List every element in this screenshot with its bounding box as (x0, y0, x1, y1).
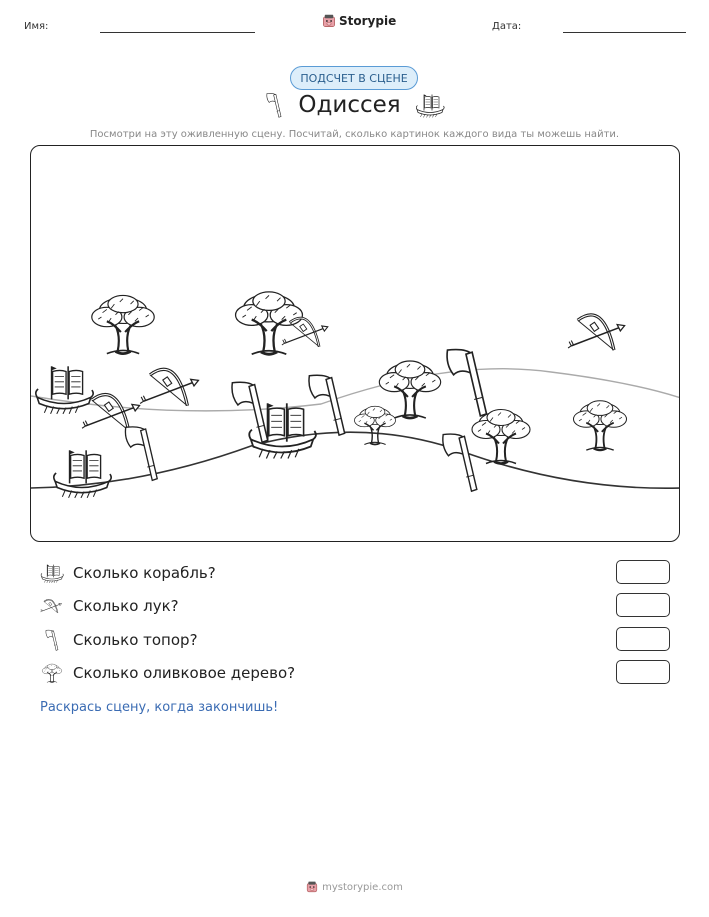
ship-icon (54, 450, 111, 498)
far-hill-line (31, 369, 680, 411)
olive-tree-icon (92, 295, 154, 353)
olive-tree-icon (354, 406, 395, 444)
site-footer (0, 881, 709, 893)
ship-icon (40, 563, 64, 583)
instructions: Посмотри на эту оживленную сцену. Посчитай, сколько картинок каждого вида ты можешь найти. (89, 129, 620, 140)
olive-tree-icon (472, 410, 530, 464)
axe-icon (447, 350, 486, 416)
question-text: Сколько топор? (73, 631, 198, 649)
axe-icon (443, 434, 477, 491)
question-row (40, 627, 670, 653)
olive-tree-icon (40, 662, 64, 684)
bow-icon (568, 315, 625, 350)
answer-box-bows[interactable] (616, 593, 670, 617)
scene-panel (30, 145, 680, 542)
scene-illustration (31, 146, 680, 542)
coloring-note: Раскрась сцену, когда закончишь! (40, 700, 279, 715)
olive-tree-icon (573, 401, 626, 450)
question-text: Сколько корабль? (73, 564, 216, 582)
site-url[interactable]: mystorypie.com (322, 881, 403, 893)
question-text: Сколько оливковое дерево? (73, 664, 296, 682)
date-label: Дата: (492, 21, 522, 32)
bow-icon (40, 595, 64, 617)
page-title: Одиссея (298, 92, 401, 118)
pig-mascot-icon (306, 881, 318, 893)
brand-logo (322, 14, 396, 28)
brand-name: Storypie (339, 14, 397, 28)
question-row (40, 660, 670, 686)
olive-tree-icon (379, 361, 440, 418)
answer-box-axes[interactable] (616, 627, 670, 651)
bow-icon (140, 369, 198, 405)
olive-tree-icon (236, 292, 303, 354)
date-field-line[interactable] (563, 32, 686, 33)
ship-icon (415, 92, 445, 118)
answer-box-ships[interactable] (616, 560, 670, 584)
activity-badge: ПОДСЧЕТ В СЦЕНЕ (290, 66, 418, 90)
name-label: Имя: (24, 21, 49, 32)
name-field-line[interactable] (100, 32, 255, 33)
question-row (40, 560, 670, 586)
question-row (40, 593, 670, 619)
axe-icon (125, 427, 157, 480)
title-row (0, 92, 709, 118)
question-text: Сколько лук? (73, 597, 179, 615)
axe-icon (264, 92, 284, 118)
ship-icon (36, 366, 93, 414)
answer-box-olive-trees[interactable] (616, 660, 670, 684)
pig-mascot-icon (322, 14, 336, 28)
axe-icon (43, 629, 61, 651)
